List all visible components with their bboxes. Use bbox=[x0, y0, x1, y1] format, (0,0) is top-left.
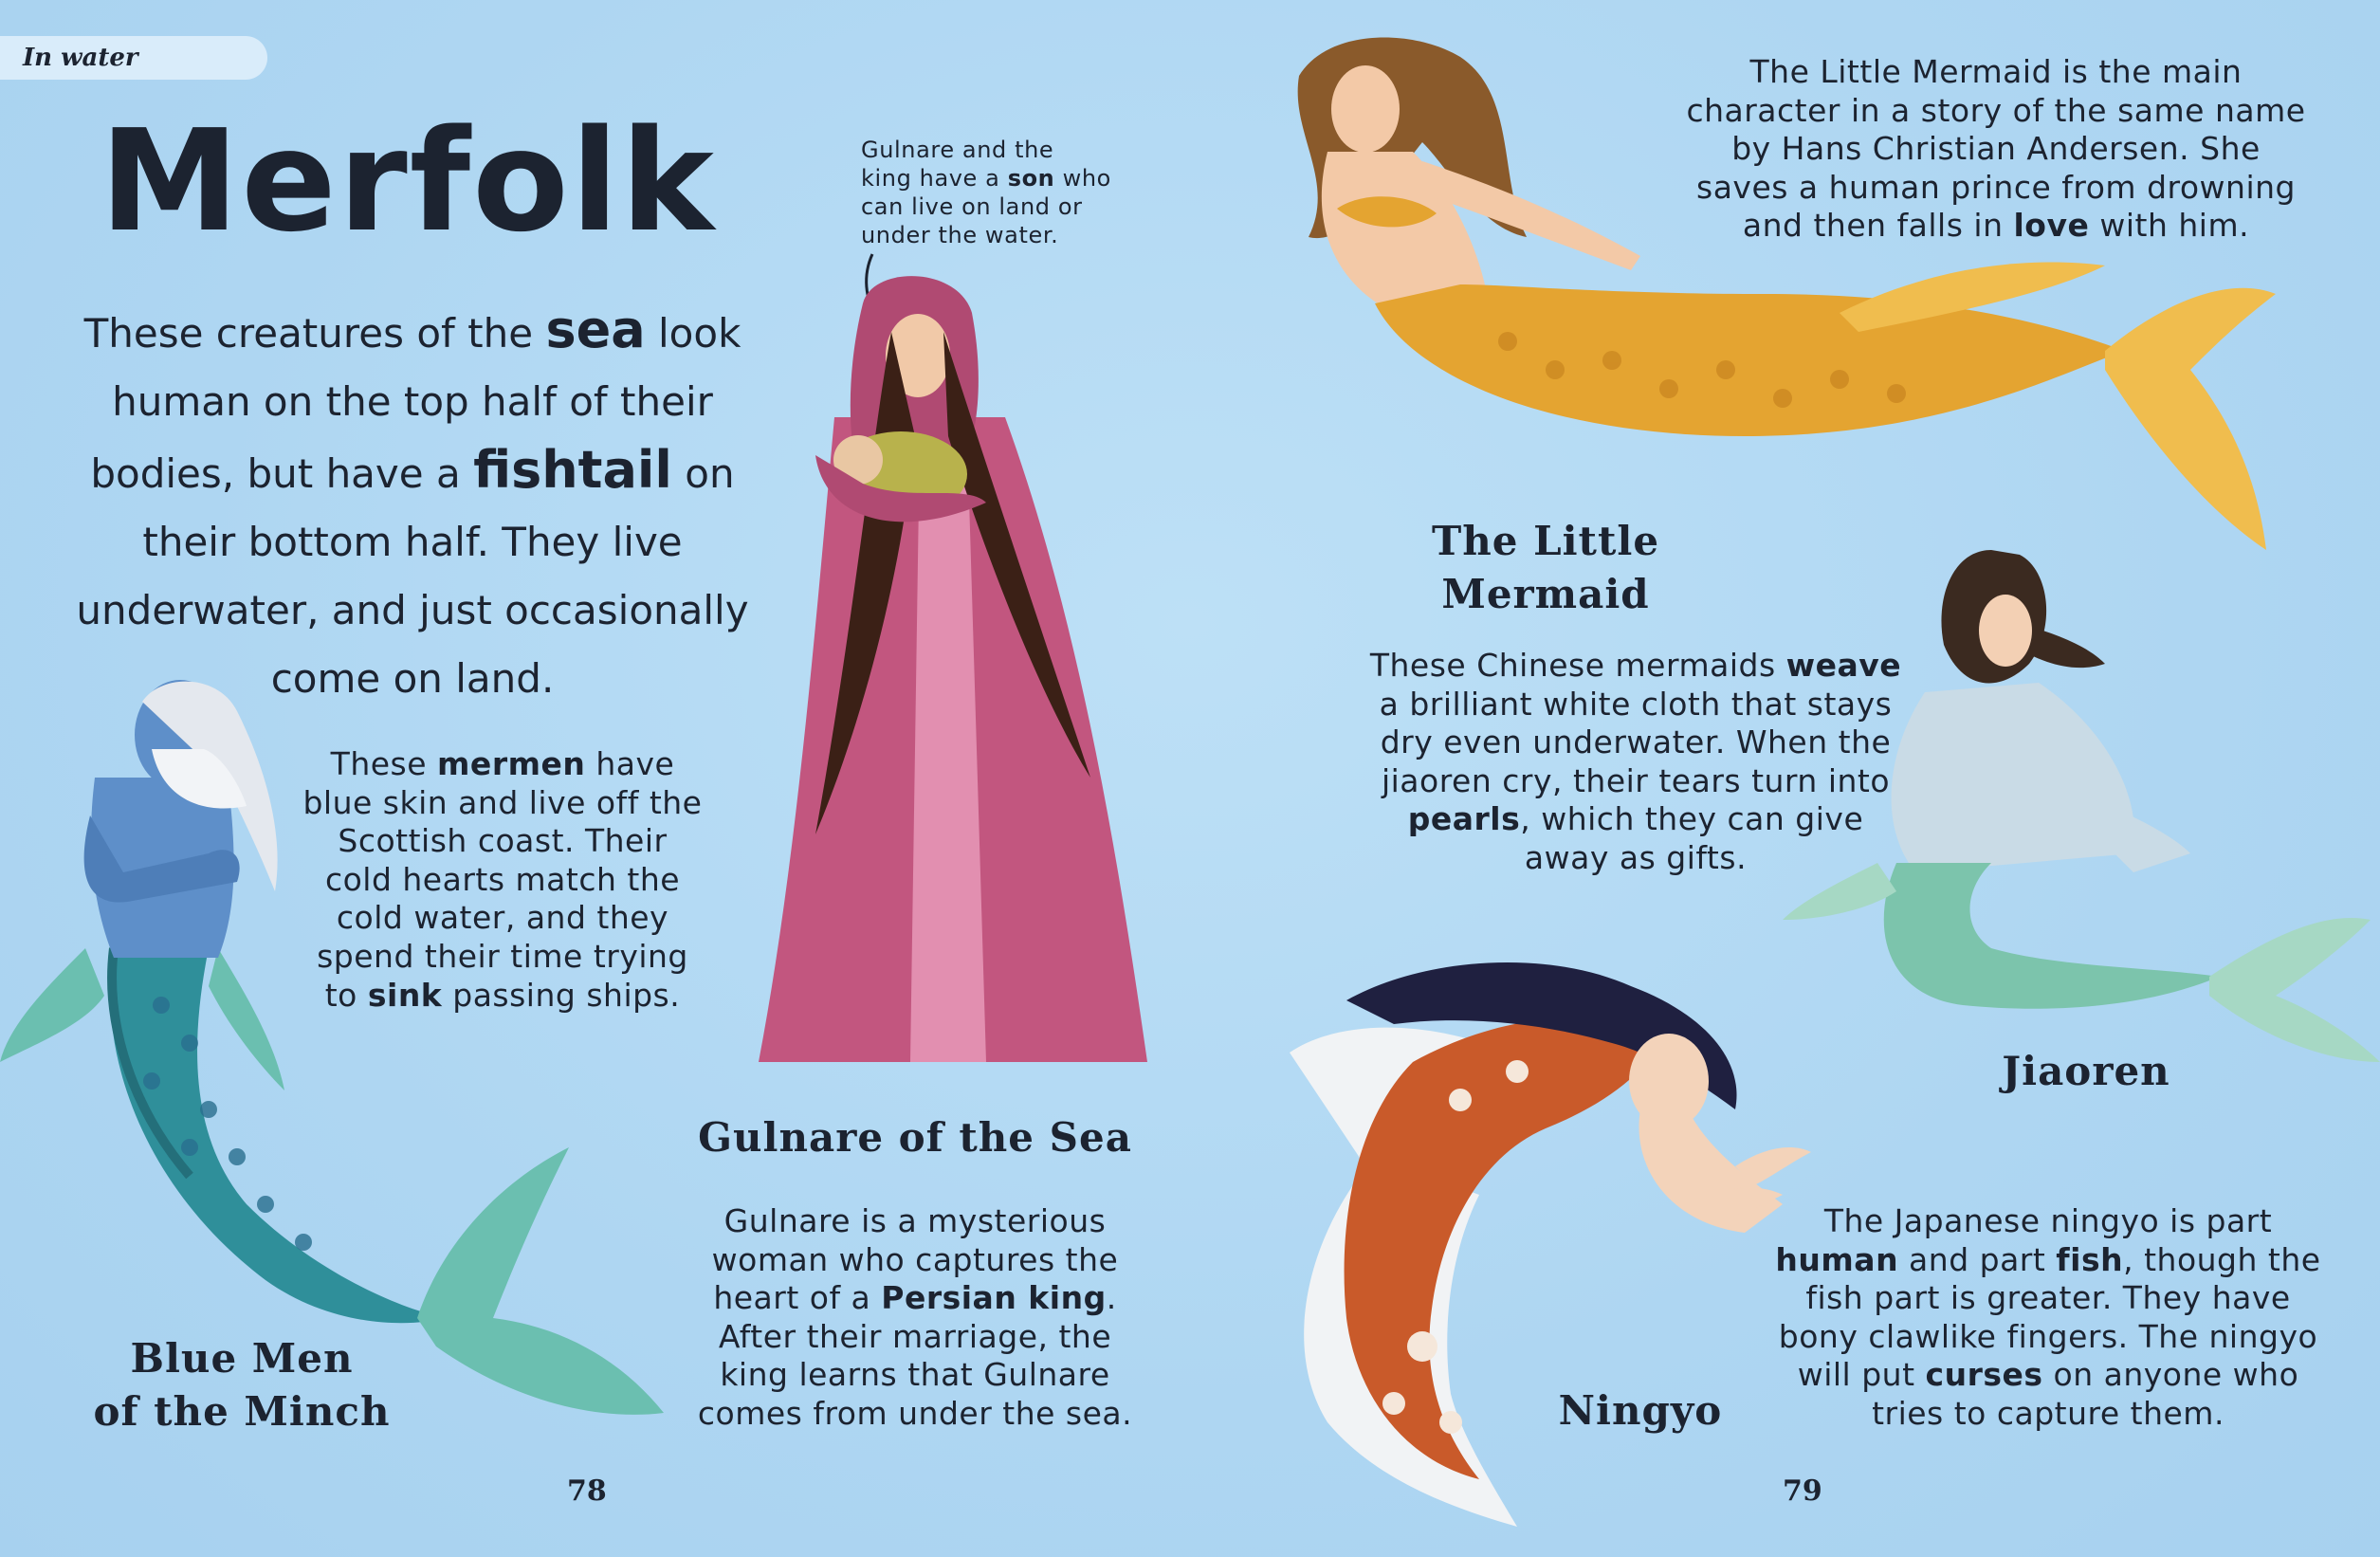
intro-bold-sea: sea bbox=[545, 300, 646, 359]
desc-line: and then falls in love with him. bbox=[1742, 207, 2250, 245]
intro-text-2: look human on the top half of their bodies, but have a bbox=[90, 310, 741, 497]
desc-line: cold hearts match the bbox=[324, 860, 681, 898]
section-tab: In water bbox=[0, 36, 267, 80]
desc-line: heart of a Persian king. bbox=[713, 1279, 1117, 1317]
intro-bold-fishtail: fishtail bbox=[473, 440, 672, 500]
desc-line: pearls, which they can give bbox=[1407, 800, 1864, 838]
desc-line: woman who captures the bbox=[711, 1240, 1119, 1278]
blue-men-caption bbox=[85, 1332, 398, 1438]
desc-line: jiaoren cry, their tears turn into bbox=[1381, 761, 1891, 799]
desc-line: These Chinese mermaids weave bbox=[1369, 647, 1902, 684]
jiaoren-illustration bbox=[1773, 531, 2380, 1062]
desc-line: blue skin and live off the bbox=[302, 783, 703, 821]
desc-line: After their marriage, the bbox=[718, 1317, 1112, 1355]
caption-line: Blue Men bbox=[130, 1335, 354, 1382]
desc-line: fish part is greater. They have bbox=[1805, 1279, 2291, 1317]
note-line: can live on land or bbox=[861, 193, 1083, 220]
little-mermaid-caption: The Little Mermaid bbox=[1431, 518, 1660, 617]
gulnare-note bbox=[861, 136, 1126, 249]
desc-line: a brilliant white cloth that stays bbox=[1379, 685, 1893, 723]
desc-line: character in a story of the same name bbox=[1686, 91, 2306, 129]
desc-line: The Japanese ningyo is part bbox=[1823, 1202, 2273, 1239]
desc-line: to sink passing ships. bbox=[324, 976, 681, 1014]
note-line: king have a son who bbox=[861, 165, 1111, 192]
note-line: under the water. bbox=[861, 222, 1059, 248]
caption-line: of the Minch bbox=[93, 1388, 391, 1435]
note-line: Gulnare and the bbox=[861, 137, 1054, 163]
page-number-left: 78 bbox=[567, 1475, 607, 1508]
desc-line: bony clawlike fingers. The ningyo bbox=[1778, 1317, 2318, 1355]
desc-line: cold water, and they bbox=[336, 899, 669, 937]
desc-line: These mermen have bbox=[330, 745, 675, 782]
intro-text-1: These creatures of the bbox=[83, 310, 546, 357]
desc-line: tries to capture them. bbox=[1872, 1394, 2224, 1432]
intro-text-3: on their bottom half. They live underwater, and just occasionally come on land. bbox=[76, 450, 749, 702]
desc-line: saves a human prince from drowning bbox=[1696, 168, 2296, 206]
blue-men-description bbox=[284, 745, 721, 1015]
gulnare-illustration bbox=[759, 247, 1166, 1081]
intro-paragraph bbox=[47, 296, 778, 713]
gulnare-description bbox=[687, 1202, 1143, 1434]
desc-line: by Hans Christian Andersen. She bbox=[1731, 130, 2261, 168]
ningyo-description bbox=[1764, 1202, 2333, 1434]
gulnare-caption: Gulnare of the Sea bbox=[698, 1114, 1132, 1161]
page-title: Merfolk bbox=[100, 100, 716, 263]
page-number-right: 79 bbox=[1783, 1475, 1822, 1508]
desc-line: king learns that Gulnare bbox=[720, 1356, 1110, 1394]
jiaoren-caption: Jiaoren bbox=[2002, 1048, 2170, 1094]
desc-line: Gulnare is a mysterious bbox=[723, 1202, 1107, 1239]
desc-line: Scottish coast. Their bbox=[338, 822, 668, 860]
desc-line: will put curses on anyone who bbox=[1797, 1356, 2299, 1394]
desc-line: human and part fish, though the bbox=[1775, 1240, 2321, 1278]
desc-line: away as gifts. bbox=[1524, 838, 1748, 876]
desc-line: dry even underwater. When the bbox=[1380, 724, 1892, 761]
desc-line: The Little Mermaid is the main bbox=[1749, 53, 2243, 90]
ningyo-caption: Ningyo bbox=[1558, 1387, 1723, 1434]
desc-line: spend their time trying bbox=[317, 937, 688, 975]
desc-line: comes from under the sea. bbox=[697, 1394, 1133, 1432]
little-mermaid-description bbox=[1669, 53, 2323, 246]
